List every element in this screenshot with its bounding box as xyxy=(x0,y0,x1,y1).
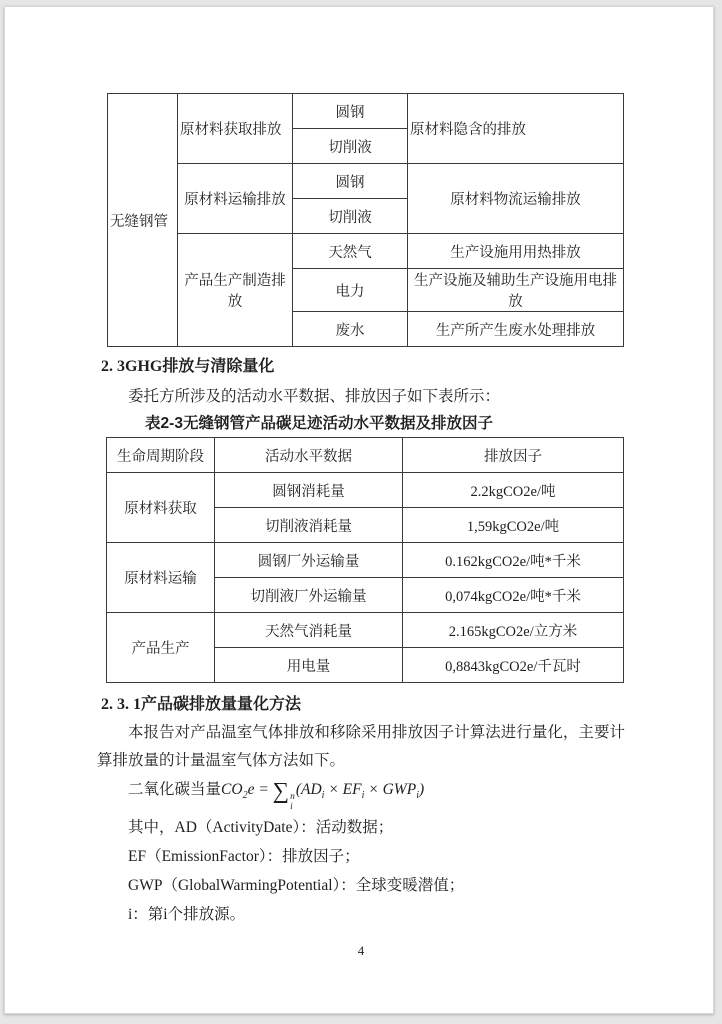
table-row xyxy=(108,234,624,269)
definitions-block xyxy=(97,813,625,929)
activity-cell: 圆钢消耗量 xyxy=(215,473,403,508)
co2e-formula xyxy=(97,777,625,813)
formula-lhs: $CO_2e$ = xyxy=(221,781,273,802)
method-paragraph: 本报告对产品温室气体排放和移除采用排放因子计算法进行量化，主要计算排放量的计量温室气体方法如下。 xyxy=(97,724,625,769)
table-header-row xyxy=(107,438,624,473)
stage-cell: 产品生产 xyxy=(107,613,215,683)
activity-data-table xyxy=(106,437,624,683)
activity-cell: 天然气消耗量 xyxy=(215,613,403,648)
section-title: 产品碳排放量量化方法 xyxy=(141,696,302,713)
formula-rhs: $(AD_i \times EF_i \times GWP_i)$ xyxy=(295,781,425,802)
input-cell: 圆钢 xyxy=(293,94,408,129)
table-row xyxy=(108,94,624,129)
header-cell: 排放因子 xyxy=(403,438,624,473)
sigma-symbol: ∑ xyxy=(272,778,290,803)
category-cell: 产品生产制造排放 xyxy=(178,234,293,347)
sigma-limits: n i xyxy=(290,792,295,812)
description-cell: 生产设施及辅助生产设施用电排放 xyxy=(408,269,624,312)
document-page xyxy=(4,6,714,1014)
stage-cell: 原材料运输 xyxy=(107,543,215,613)
activity-cell: 圆钢厂外运输量 xyxy=(215,543,403,578)
intro-paragraph: 委托方所涉及的活动水平数据、排放因子如下表所示： xyxy=(128,388,501,405)
definition-line: 其中，AD（ActivityDate）：活动数据； xyxy=(128,819,394,836)
activity-cell: 用电量 xyxy=(215,648,403,683)
factor-cell: 0.162kgCO2e/吨*千米 xyxy=(403,543,624,578)
factor-cell: 2.2kgCO2e/吨 xyxy=(403,473,624,508)
factor-cell: 0,8843kgCO2e/千瓦时 xyxy=(403,648,624,683)
factor-cell: 0,074kgCO2e/吨*千米 xyxy=(403,578,624,613)
section-heading-2-3 xyxy=(101,353,274,376)
description-cell: 生产所产生废水处理排放 xyxy=(408,312,624,347)
section-heading-2-3-1 xyxy=(101,691,301,714)
table-row xyxy=(107,473,624,508)
emission-structure-table xyxy=(107,93,624,347)
activity-cell: 切削液厂外运输量 xyxy=(215,578,403,613)
factor-cell: 2.165kgCO2e/立方米 xyxy=(403,613,624,648)
page-number: 4 xyxy=(357,943,365,958)
stage-cell: 原材料获取 xyxy=(107,473,215,543)
description-cell: 生产设施用用热排放 xyxy=(408,234,624,269)
definition-line: EF（EmissionFactor）：排放因子； xyxy=(128,848,360,865)
input-cell: 切削液 xyxy=(293,199,408,234)
input-cell: 天然气 xyxy=(293,234,408,269)
category-cell: 原材料运输排放 xyxy=(178,164,293,234)
header-cell: 活动水平数据 xyxy=(215,438,403,473)
input-cell: 电力 xyxy=(293,269,408,312)
input-cell: 切削液 xyxy=(293,129,408,164)
definition-line: GWP（GlobalWarmingPotential）：全球变暖潜值； xyxy=(128,877,465,894)
description-cell: 原材料物流运输排放 xyxy=(408,164,624,234)
table-row xyxy=(107,613,624,648)
product-cell: 无缝钢管 xyxy=(108,94,178,347)
formula-prefix: 二氧化碳当量 xyxy=(128,781,222,798)
section-title: 排放与清除量化 xyxy=(162,358,275,375)
table-row xyxy=(108,164,624,199)
description-cell: 原材料隐含的排放 xyxy=(408,94,624,164)
section-number: 2. 3. 1 xyxy=(101,696,141,713)
table-row xyxy=(107,543,624,578)
section-number: 2. 3GHG xyxy=(101,358,163,375)
input-cell: 废水 xyxy=(293,312,408,347)
input-cell: 圆钢 xyxy=(293,164,408,199)
table-caption: 表2-3无缝钢管产品碳足迹活动水平数据及排放因子 xyxy=(145,415,493,432)
category-cell: 原材料获取排放 xyxy=(178,94,293,164)
definition-line: i：第i个排放源。 xyxy=(128,906,246,923)
factor-cell: 1,59kgCO2e/吨 xyxy=(403,508,624,543)
header-cell: 生命周期阶段 xyxy=(107,438,215,473)
activity-cell: 切削液消耗量 xyxy=(215,508,403,543)
